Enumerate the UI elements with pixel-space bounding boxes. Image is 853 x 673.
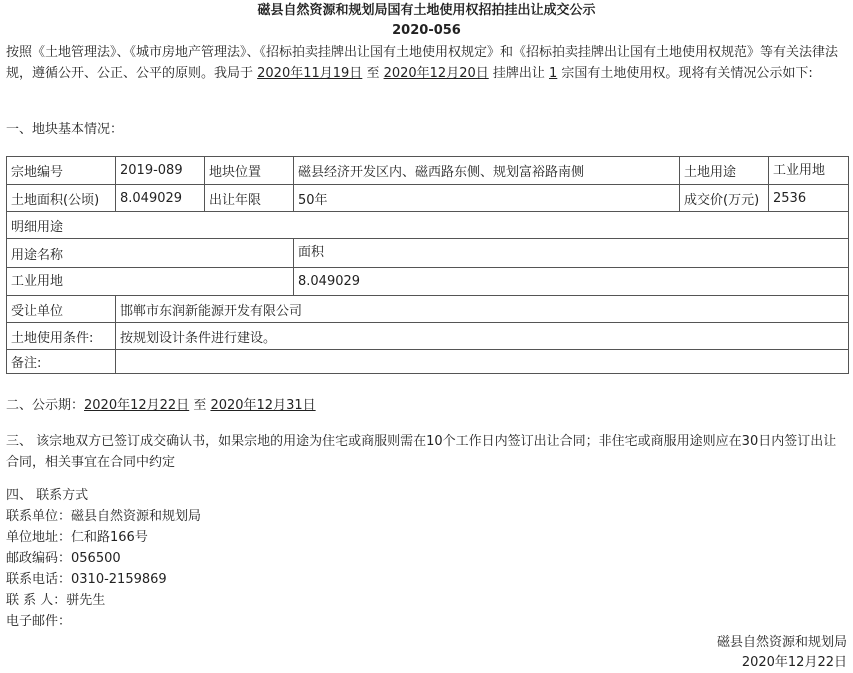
contact-phone: 联系电话：0310-2159869 — [6, 572, 167, 587]
table-row — [7, 185, 849, 212]
grantee-label: 受让单位 — [7, 296, 116, 323]
location-label: 地块位置 — [205, 157, 294, 185]
notice-start-date: 2020年12月22日 — [84, 398, 190, 413]
land-use-label: 土地用途 — [680, 157, 769, 185]
term-label: 出让年限 — [205, 185, 294, 212]
section-2-notice-period — [6, 397, 316, 415]
signature-date: 2020年12月22日 — [741, 655, 847, 670]
parcel-count: 1 — [549, 66, 558, 81]
notice-date-separator: 至 — [189, 398, 211, 413]
area-label: 土地面积(公顷) — [7, 185, 116, 212]
intro-text-2: 至 — [362, 66, 384, 81]
table-row — [7, 239, 849, 268]
land-use-value: 工业用地 — [769, 157, 849, 185]
conditions-label: 土地使用条件: — [7, 323, 116, 350]
contact-address: 单位地址：仁和路166号 — [6, 530, 148, 545]
grantee-value: 邯郸市东润新能源开发有限公司 — [116, 296, 849, 323]
price-value: 2536 — [769, 185, 849, 212]
contact-person: 联 系 人：骈先生 — [6, 593, 106, 608]
location-value: 磁县经济开发区内、磁西路东侧、规划富裕路南侧 — [294, 157, 680, 185]
price-label: 成交价(万元) — [680, 185, 769, 212]
listing-end-date: 2020年12月20日 — [383, 66, 489, 81]
contact-email: 电子邮件： — [6, 614, 72, 629]
parcel-no-label: 宗地编号 — [7, 157, 116, 185]
conditions-value: 按规划设计条件进行建设。 — [116, 323, 849, 350]
table-row — [7, 350, 849, 374]
section-3-text: 三、 该宗地双方已签订成交确认书，如果宗地的用途为住宅或商服则需在10个工作日内签订出让合同；非住宅或商服用途则应在30日内签订出让合同，相关事宜在合同中约定 — [6, 434, 837, 470]
remarks-label: 备注: — [7, 350, 116, 374]
table-row — [7, 268, 849, 296]
notice-end-date: 2020年12月31日 — [210, 398, 316, 413]
table-row — [7, 296, 849, 323]
parcel-info-table — [6, 156, 849, 374]
term-value: 50年 — [294, 185, 680, 212]
intro-paragraph — [6, 42, 848, 84]
use-name-header: 用途名称 — [7, 239, 294, 268]
table-row — [7, 157, 849, 185]
contact-unit: 联系单位：磁县自然资源和规划局 — [6, 509, 202, 524]
detail-use-value: 工业用地 — [7, 268, 294, 296]
table-row — [7, 323, 849, 350]
area-column-header: 面积 — [294, 239, 849, 268]
intro-text-4: 宗国有土地使用权。现将有关情况公示如下: — [557, 66, 813, 81]
notice-period-label: 二、公示期： — [6, 398, 85, 413]
intro-text-3: 挂牌出让 — [488, 66, 550, 81]
signature-org: 磁县自然资源和规划局 — [716, 635, 847, 650]
announcement-number: 2020-056 — [392, 23, 461, 38]
table-row — [7, 212, 849, 239]
parcel-no-value: 2019-089 — [116, 157, 205, 185]
remarks-value — [116, 350, 849, 374]
detail-area-value: 8.049029 — [294, 268, 849, 296]
area-value: 8.049029 — [116, 185, 205, 212]
listing-start-date: 2020年11月19日 — [257, 66, 363, 81]
contact-postcode: 邮政编码：056500 — [6, 551, 121, 566]
section-4-heading: 四、 联系方式 — [6, 488, 89, 503]
page-title: 磁县自然资源和规划局国有土地使用权招拍挂出让成交公示 — [257, 3, 596, 18]
section-1-heading: 一、地块基本情况： — [6, 122, 124, 137]
intro-text-1: 按照《土地管理法》、《城市房地产管理法》、《招标拍卖挂牌出让国有土地使用权规定》和《招标拍卖挂牌出让国有土地使用权规范》等有关法律法规，遵循公开、公正、公平的原则。我局于 — [6, 45, 839, 81]
detail-use-label: 明细用途 — [7, 212, 849, 239]
